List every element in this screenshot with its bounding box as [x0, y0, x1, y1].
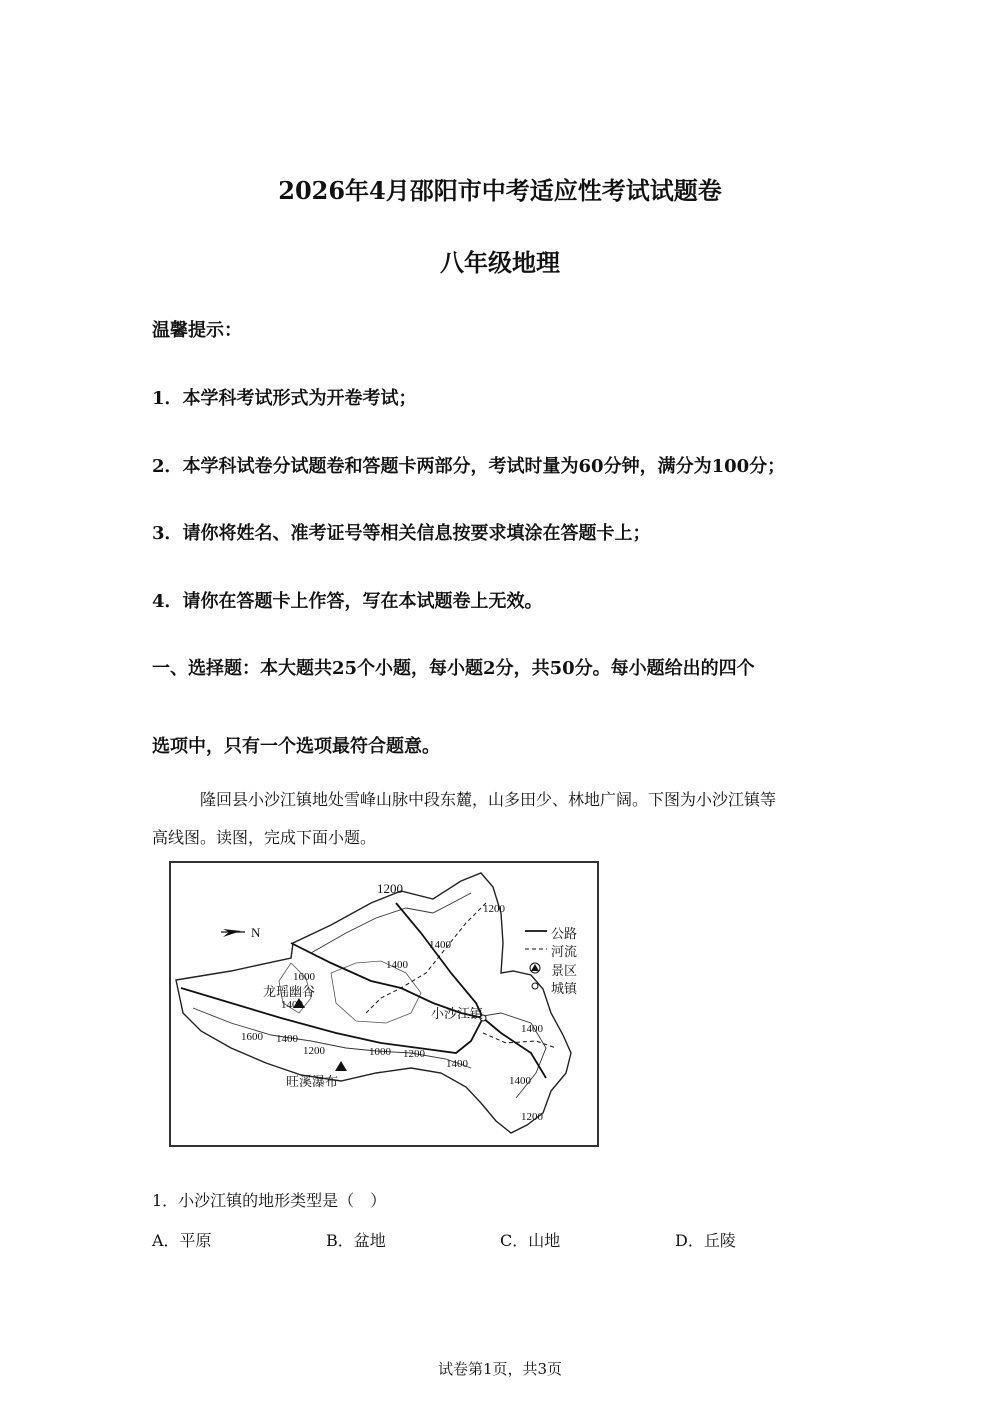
exam-subtitle: 八年级地理: [440, 248, 560, 277]
question-1-option-c: C．山地: [500, 1231, 561, 1250]
north-label: N: [251, 925, 261, 940]
contour-label: 1200: [377, 881, 403, 896]
passage-line1: 隆回县小沙江镇地处雪峰山脉中段东麓，山多田少、林地广阔。下图为小沙江镇等: [200, 790, 777, 809]
page-footer: 试卷第1页，共3页: [437, 1360, 563, 1378]
tip-item-3: 3．请你将姓名、准考证号等相关信息按要求填涂在答题卡上；: [152, 523, 651, 544]
contour-label: 1200: [403, 1048, 425, 1060]
question-1-option-d: D．丘陵: [675, 1231, 736, 1250]
exam-title: 2026年4月邵阳市中考适应性考试试题卷: [278, 176, 722, 205]
tip-item-4: 4．请你在答题卡上作答，写在本试题卷上无效。: [152, 591, 543, 612]
scenic-marker-icon: [335, 1061, 347, 1071]
contour-label: 1200: [483, 903, 505, 915]
place-xiaoshajiang: 小沙江镇: [431, 1006, 484, 1021]
place-wangxi: 旺溪瀑布: [286, 1074, 339, 1089]
question-1-stem: 1．小沙江镇的地形类型是（ ）: [152, 1191, 387, 1210]
legend-town-label: 城镇: [551, 981, 578, 996]
contour-label: 1400: [386, 959, 408, 971]
question-1-option-a: A．平原: [152, 1231, 212, 1250]
legend-road-label: 公路: [551, 926, 578, 941]
contour-label: 1200: [303, 1045, 325, 1057]
contour-label: 1000: [369, 1046, 391, 1058]
contour-label: 1400: [446, 1058, 468, 1070]
region-boundary: [176, 873, 571, 1133]
contour-map: [169, 861, 599, 1147]
place-longyao: 龙瑶幽谷: [263, 984, 316, 999]
legend-river-label: 河流: [551, 944, 578, 959]
contour-map-drawing: [171, 863, 601, 1149]
question-1-option-b: B．盆地: [326, 1231, 386, 1250]
tip-item-2: 2．本学科试卷分试题卷和答题卡两部分，考试时量为60分钟，满分为100分；: [152, 456, 786, 477]
contour-label: 1600: [293, 971, 315, 983]
passage-line2: 高线图。读图，完成下面小题。: [152, 828, 377, 847]
tip-item-1: 1．本学科考试形式为开卷考试；: [152, 388, 417, 409]
section-heading-line2: 选项中，只有一个选项最符合题意。: [152, 736, 440, 757]
contour-label: 1400: [281, 999, 303, 1011]
contour-line: [193, 1008, 471, 1068]
road-line: [396, 903, 483, 1018]
contour-label: 1400: [509, 1075, 531, 1087]
contour-label: 1600: [241, 1031, 263, 1043]
tips-heading: 温馨提示：: [152, 320, 242, 341]
river-line: [366, 903, 486, 1013]
section-heading-line1: 一、选择题：本大题共25个小题，每小题2分，共50分。每小题给出的四个: [152, 658, 755, 679]
contour-label: 1200: [521, 1111, 543, 1123]
legend-scenic-label: 景区: [551, 963, 578, 978]
contour-label: 1400: [276, 1033, 298, 1045]
legend-town-icon: [532, 983, 538, 989]
north-arrow-icon: [223, 929, 241, 937]
contour-label: 1400: [429, 939, 451, 951]
contour-label: 1400: [521, 1023, 543, 1035]
